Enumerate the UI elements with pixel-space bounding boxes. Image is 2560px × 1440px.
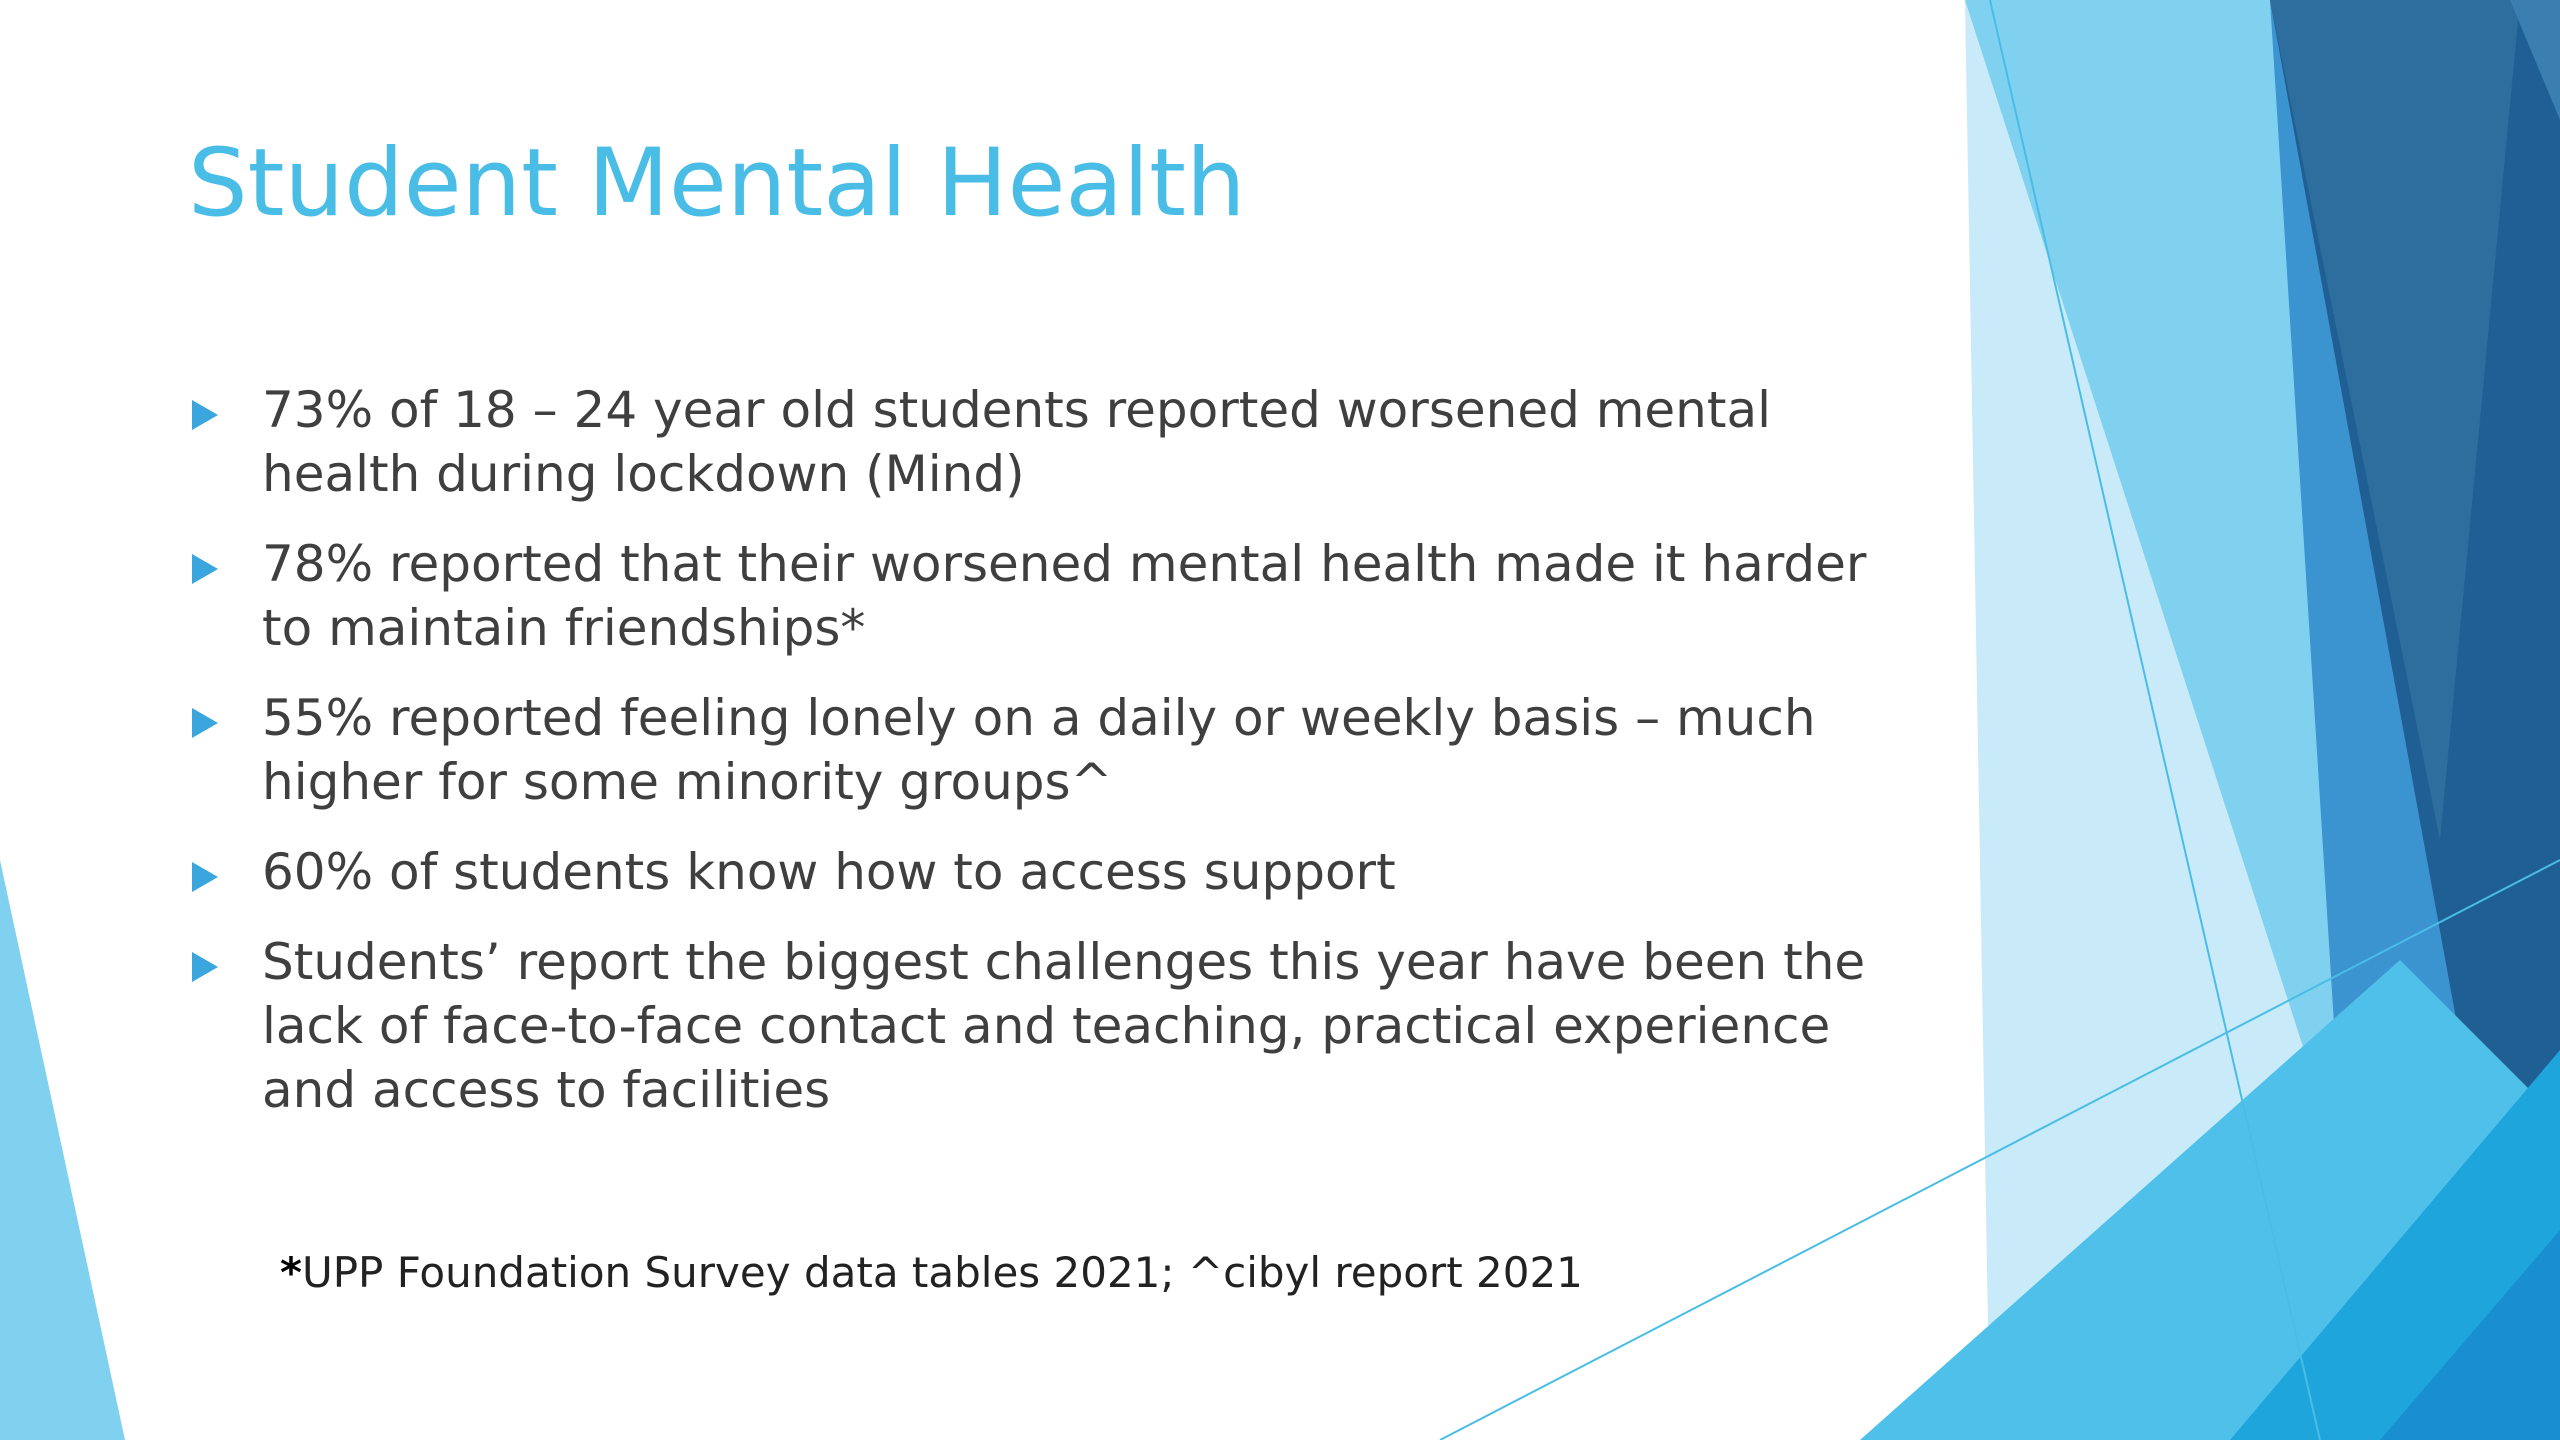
bullet-item xyxy=(188,930,1928,1122)
footnote xyxy=(280,1248,1583,1298)
bullet-item xyxy=(188,532,1928,660)
bullet-text: 55% reported feeling lonely on a daily or weekly basis – much higher for some minority groups^ xyxy=(262,689,1816,811)
slide-title: Student Mental Health xyxy=(188,129,1246,238)
left-accent-shape xyxy=(0,860,125,1440)
bullet-item xyxy=(188,378,1928,506)
bullet-item xyxy=(188,840,1928,904)
triangle-bullet-icon xyxy=(192,862,218,892)
bullet-text: 73% of 18 – 24 year old students reported worsened mental health during lockdown (Mind) xyxy=(262,381,1772,503)
bullet-text: 60% of students know how to access support xyxy=(262,843,1396,901)
triangle-bullet-icon xyxy=(192,952,218,982)
footnote-mark: * xyxy=(280,1248,302,1297)
triangle-bullet-icon xyxy=(192,708,218,738)
bullet-list xyxy=(188,378,1928,1148)
triangle-bullet-icon xyxy=(192,400,218,430)
bullet-text: Students’ report the biggest challenges this year have been the lack of face-to-face contact and teaching, practical experience and access to facilities xyxy=(262,933,1866,1119)
footnote-text: UPP Foundation Survey data tables 2021; ^cibyl report 2021 xyxy=(301,1248,1583,1297)
bullet-text: 78% reported that their worsened mental health made it harder to maintain friendships* xyxy=(262,535,1867,657)
bullet-item xyxy=(188,686,1928,814)
triangle-bullet-icon xyxy=(192,554,218,584)
